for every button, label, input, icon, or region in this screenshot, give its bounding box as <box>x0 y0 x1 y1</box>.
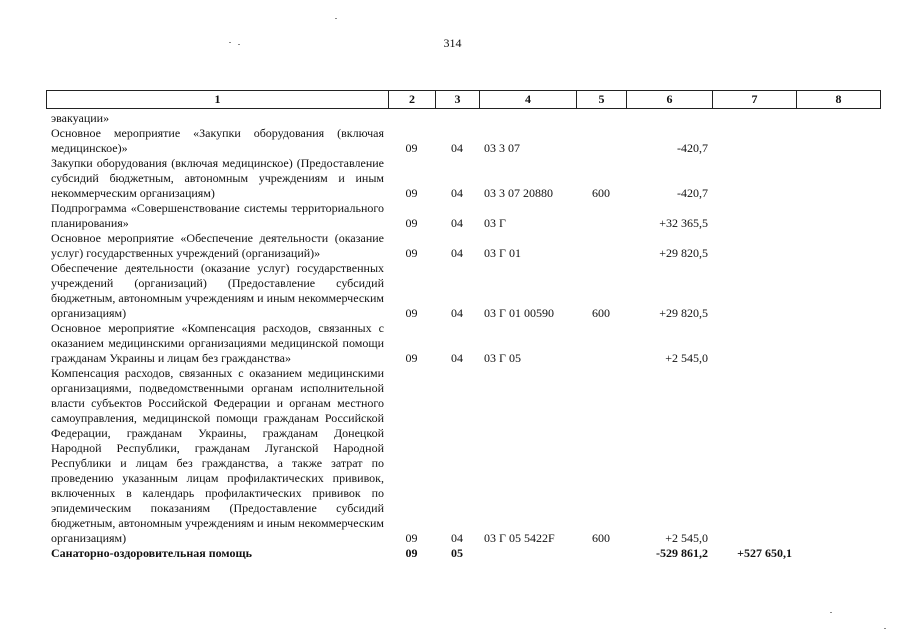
column-header: 7 <box>713 91 797 109</box>
table-row <box>46 546 880 561</box>
row-section: 09 <box>405 216 418 230</box>
row-target-code: 03 Г 05 <box>484 351 521 365</box>
row-amount: -420,7 <box>677 186 708 200</box>
row-amount: +32 365,5 <box>659 216 708 230</box>
row-subsection: 04 <box>451 141 463 155</box>
row-amount-3 <box>796 366 880 546</box>
row-amount: +2 545,0 <box>665 351 708 365</box>
row-target-code: 03 Г <box>484 216 506 230</box>
row-amount-2 <box>712 111 796 126</box>
column-header: 2 <box>389 91 436 109</box>
row-amount-2 <box>712 201 796 231</box>
row-amount-2: +527 650,1 <box>737 546 792 560</box>
row-description: Подпрограмма «Совершенствование системы территориального планирования» <box>51 201 384 230</box>
row-expense-type: 600 <box>592 186 610 200</box>
row-amount: -529 861,2 <box>656 546 708 560</box>
row-amount: +29 820,5 <box>659 246 708 260</box>
row-amount-3 <box>796 156 880 201</box>
row-amount-3 <box>796 111 880 126</box>
row-target-code: 03 Г 01 <box>484 246 521 260</box>
page-number: 314 <box>443 36 462 50</box>
row-section: 09 <box>405 531 418 545</box>
scan-speck <box>830 612 832 613</box>
row-amount-3 <box>796 546 880 561</box>
row-target-code <box>479 111 576 126</box>
row-target-code <box>479 546 576 561</box>
row-amount-2 <box>712 231 796 261</box>
row-expense-type <box>576 126 626 156</box>
row-section: 09 <box>405 306 418 320</box>
row-amount: -420,7 <box>677 141 708 155</box>
row-subsection: 04 <box>451 306 463 320</box>
row-amount-2 <box>712 321 796 366</box>
table-row <box>46 201 880 231</box>
row-section: 09 <box>405 351 418 365</box>
row-subsection: 04 <box>451 531 463 545</box>
row-subsection: 04 <box>451 246 463 260</box>
row-section <box>388 111 435 126</box>
row-target-code: 03 Г 01 00590 <box>484 306 554 320</box>
row-subsection <box>435 111 479 126</box>
row-subsection: 04 <box>451 216 463 230</box>
table-row <box>46 111 880 126</box>
row-amount-2 <box>712 261 796 321</box>
table-row <box>46 261 880 321</box>
row-description: эвакуации» <box>51 111 110 125</box>
row-expense-type <box>576 546 626 561</box>
row-target-code: 03 3 07 20880 <box>484 186 553 200</box>
row-subsection: 04 <box>451 186 463 200</box>
row-amount: +2 545,0 <box>665 531 708 545</box>
row-amount-3 <box>796 321 880 366</box>
row-description: Компенсация расходов, связанных с оказанием медицинскими организациями, подведомственными органам исполнительной власти субъектов Российской Федерации и органам местного самоуправления, медицинской помощи гражданам Российской Федерации, гражданам Украины, гражданам Донецкой Народной Республики, гражданам Луганской Народной Республики и лицам без гражданства, а также затрат по проведению указанным лицам профилактических прививок, включенных в календарь профилактических прививок по эпидемическим показаниям (Предоставление субсидий бюджетным, автономным учреждениям и иным некоммерческим организациям) <box>51 366 384 545</box>
row-amount-2 <box>712 126 796 156</box>
table-row <box>46 366 880 546</box>
table-header <box>46 90 881 109</box>
row-expense-type <box>576 111 626 126</box>
scan-speck <box>335 18 337 19</box>
row-target-code: 03 Г 05 5422F <box>484 531 555 545</box>
row-expense-type: 600 <box>592 306 610 320</box>
row-description: Основное мероприятие «Закупки оборудования (включая медицинское)» <box>51 126 384 155</box>
row-amount <box>626 111 712 126</box>
row-amount-2 <box>712 156 796 201</box>
table-row <box>46 156 880 201</box>
column-header: 3 <box>436 91 480 109</box>
scan-speck <box>229 42 231 43</box>
row-target-code: 03 3 07 <box>484 141 520 155</box>
table-row <box>46 126 880 156</box>
row-description: Основное мероприятие «Компенсация расходов, связанных с оказанием медицинскими организациями медицинской помощи гражданам Украины и лицам без гражданства» <box>51 321 384 365</box>
row-amount-2 <box>712 366 796 546</box>
budget-table <box>46 111 880 561</box>
row-description: Основное мероприятие «Обеспечение деятельности (оказание услуг) государственных учреждений (организаций)» <box>51 231 384 260</box>
row-description: Закупки оборудования (включая медицинское) (Предоставление субсидий бюджетным, автономным учреждениям и иным некоммерческим организациям) <box>51 156 384 200</box>
row-section: 09 <box>405 141 418 155</box>
row-amount-3 <box>796 201 880 231</box>
column-header: 6 <box>627 91 713 109</box>
column-header: 1 <box>47 91 389 109</box>
row-subsection: 04 <box>451 351 463 365</box>
row-expense-type <box>576 231 626 261</box>
column-header: 5 <box>577 91 627 109</box>
row-description: Обеспечение деятельности (оказание услуг) государственных учреждений (организаций) (Предоставление субсидий бюджетным, автономным учреждениям и иным некоммерческим организациям) <box>51 261 384 320</box>
row-amount-3 <box>796 231 880 261</box>
row-expense-type <box>576 321 626 366</box>
row-amount-3 <box>796 126 880 156</box>
row-section: 09 <box>405 246 418 260</box>
row-description: Санаторно-оздоровительная помощь <box>51 546 252 560</box>
column-header: 8 <box>797 91 881 109</box>
row-expense-type <box>576 201 626 231</box>
row-subsection: 05 <box>451 546 463 560</box>
row-amount: +29 820,5 <box>659 306 708 320</box>
row-section: 09 <box>405 186 418 200</box>
table-row <box>46 231 880 261</box>
row-section: 09 <box>405 546 418 560</box>
column-header: 4 <box>480 91 577 109</box>
scan-speck <box>238 44 240 45</box>
row-expense-type: 600 <box>592 531 610 545</box>
table-row <box>46 321 880 366</box>
row-amount-3 <box>796 261 880 321</box>
scan-speck <box>884 628 886 629</box>
